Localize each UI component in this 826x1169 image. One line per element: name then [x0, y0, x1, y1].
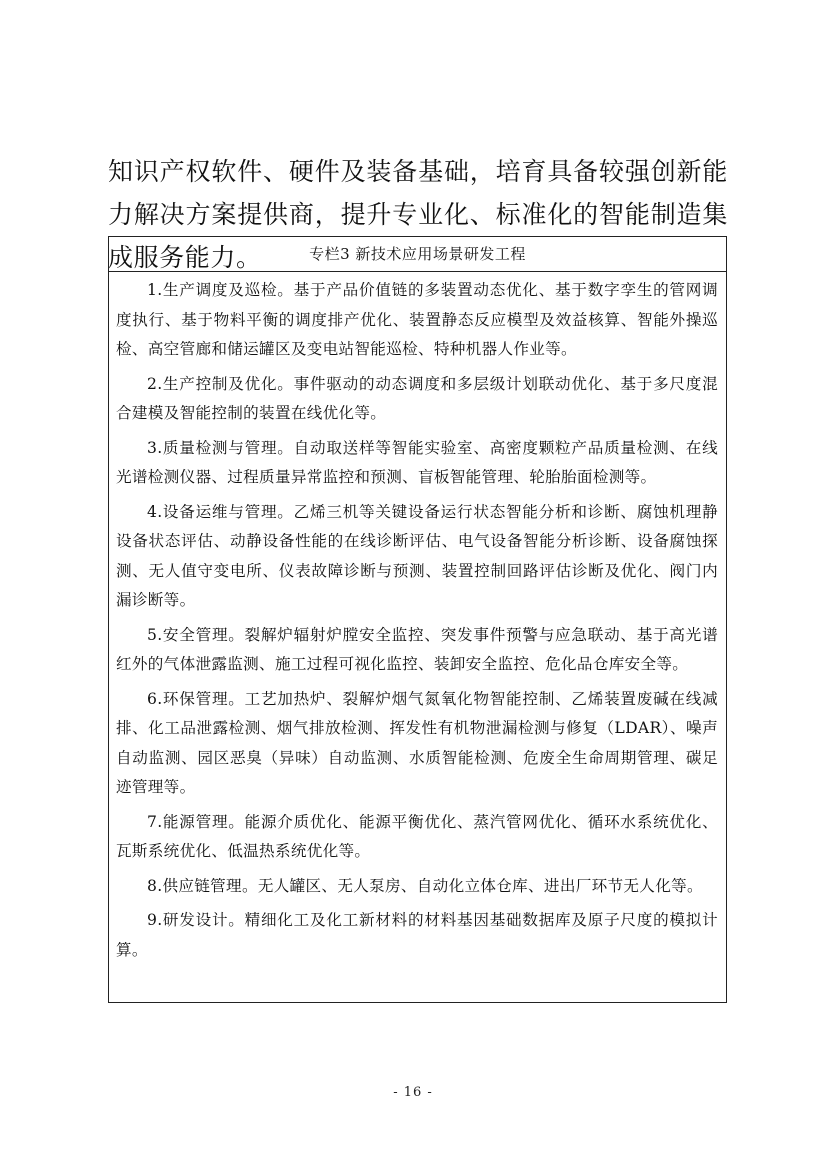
item-body: 事件驱动的动态调度和多层级计划联动优化、基于多尺度混合建模及智能控制的装置在线优化等。: [116, 374, 718, 422]
item-title: 5.安全管理。: [147, 625, 245, 644]
item-title: 7.能源管理。: [147, 812, 245, 831]
list-item: [116, 498, 718, 616]
list-item: [116, 808, 718, 867]
item-title: 8.供应链管理。: [147, 876, 258, 895]
item-body: 能源介质优化、能源平衡优化、蒸汽管网优化、循环水系统优化、瓦斯系统优化、低温热系统优化等。: [116, 812, 718, 860]
list-item: [116, 872, 718, 902]
item-body: 精细化工及化工新材料的材料基因基础数据库及原子尺度的模拟计算。: [116, 911, 718, 959]
list-item: [116, 621, 718, 680]
item-title: 9.研发设计。: [147, 911, 245, 929]
item-title: 1.生产调度及巡检。: [147, 281, 294, 299]
list-item: [116, 370, 718, 429]
item-body: 工艺加热炉、裂解炉烟气氮氧化物智能控制、乙烯装置废碱在线减排、化工品泄露检测、烟气排放检测、挥发性有机物泄漏检测与修复（LDAR）、噪声自动监测、园区恶臭（异味）自动监测、水质智能检测、危废全生命周期管理、碳足迹管理等。: [116, 689, 718, 796]
column-box: [108, 236, 727, 1003]
item-title: 3.质量检测与管理。: [147, 438, 294, 457]
page-number: - 16 -: [393, 1085, 433, 1100]
item-body: 基于产品价值链的多装置动态优化、基于数字孪生的管网调度执行、基于物料平衡的调度排产优化、装置静态反应模型及效益核算、智能外操巡检、高空管廊和储运罐区及变电站智能巡检、特种机器人作业等。: [116, 281, 718, 358]
list-item: [116, 434, 718, 493]
item-body: 裂解炉辐射炉膛安全监控、突发事件预警与应急联动、基于高光谱红外的气体泄露监测、施工过程可视化监控、装卸安全监控、危化品仓库安全等。: [116, 625, 718, 673]
list-item: [116, 685, 718, 803]
item-body: 自动取送样等智能实验室、高密度颗粒产品质量检测、在线光谱检测仪器、过程质量异常监控和预测、盲板智能管理、轮胎胎面检测等。: [116, 438, 718, 486]
list-item: [116, 906, 718, 965]
item-body: 无人罐区、无人泵房、自动化立体仓库、进出厂环节无人化等。: [257, 876, 703, 895]
item-title: 4.设备运维与管理。: [147, 502, 294, 521]
intro-paragraph: 知识产权软件、硬件及装备基础，培育具备较强创新能力解决方案提供商，提升专业化、标准化的智能制造集成服务能力。: [108, 157, 728, 272]
list-item: [116, 276, 718, 365]
item-title: 6.环保管理。: [147, 689, 245, 708]
column-box-body: [109, 272, 726, 965]
item-title: 2.生产控制及优化。: [147, 374, 294, 393]
item-body: 乙烯三机等关键设备运行状态智能分析和诊断、腐蚀机理静设备状态评估、动静设备性能的在线诊断评估、电气设备智能分析诊断、设备腐蚀探测、无人值守变电所、仪表故障诊断与预测、装置控制回路评估诊断及优化、阀门内漏诊断等。: [116, 502, 718, 609]
column-box-title: 专栏3 新技术应用场景研发工程: [109, 237, 726, 272]
